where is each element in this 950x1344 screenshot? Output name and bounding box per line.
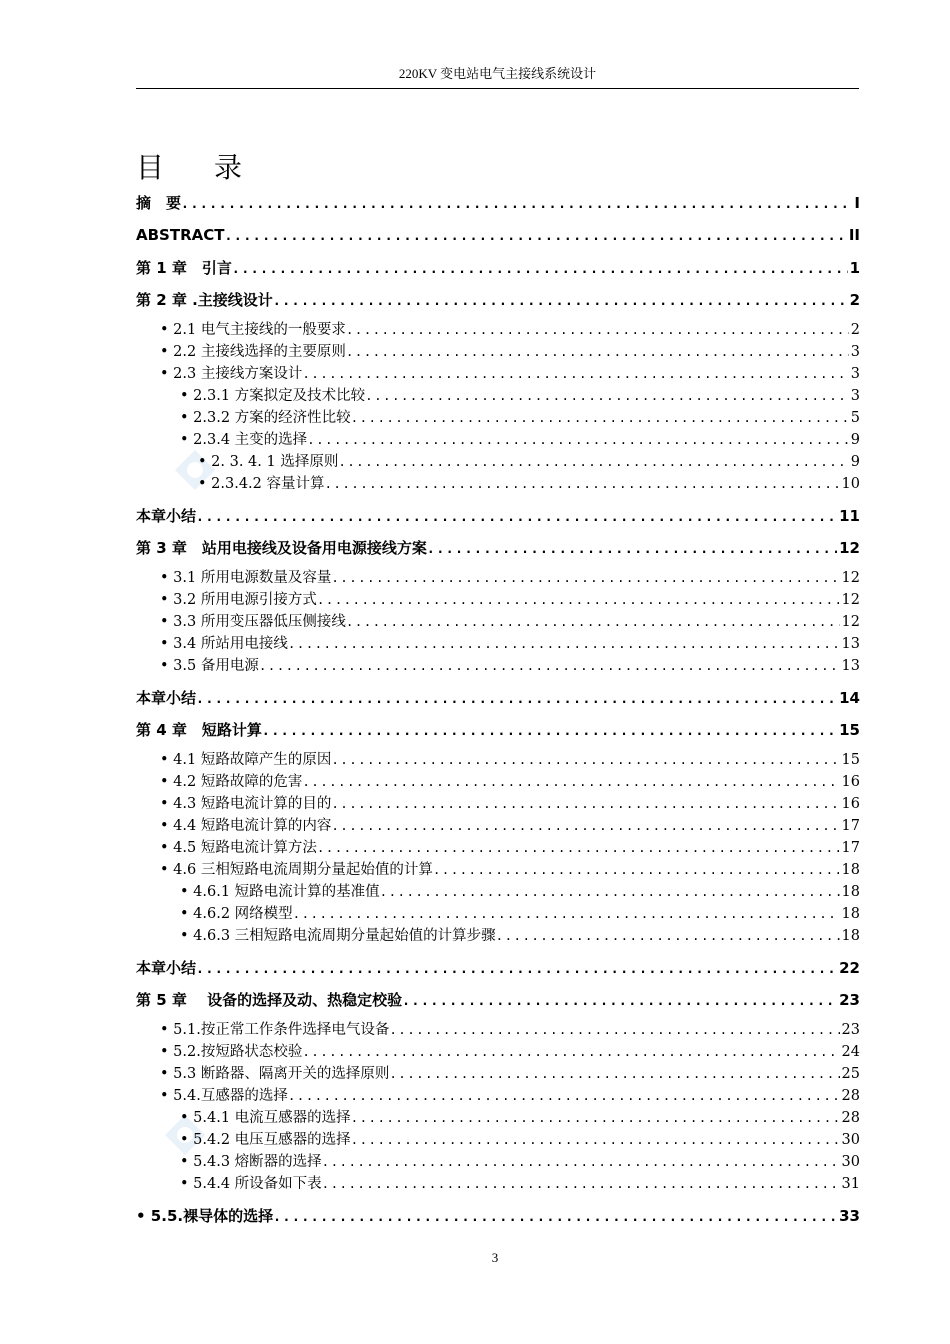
toc-entry-label: • 4.2 短路故障的危害 — [160, 774, 303, 790]
toc-entry-page: 11 — [839, 507, 860, 525]
toc-entry[interactable] — [160, 1086, 860, 1106]
toc-entry-label: 本章小结 — [136, 507, 197, 525]
toc-leader-dots — [351, 1108, 840, 1128]
toc-entry[interactable] — [136, 537, 860, 561]
toc-entry-page: 15 — [841, 752, 860, 768]
toc-entry[interactable] — [180, 1130, 860, 1150]
toc-entry-label: • 3.1 所用电源数量及容量 — [160, 570, 332, 586]
toc-entry[interactable] — [136, 289, 860, 313]
toc-entry-page: 30 — [841, 1154, 860, 1170]
toc-leader-dots — [331, 568, 839, 588]
toc-leader-dots — [196, 959, 837, 981]
toc-entry-page: 14 — [839, 689, 860, 707]
toc-entry-page: 16 — [841, 774, 860, 790]
toc-leader-dots — [302, 772, 839, 792]
toc-entry-label: • 2.3.2 方案的经济性比较 — [180, 410, 351, 426]
toc-entry-label: 本章小结 — [136, 959, 197, 977]
toc-entry[interactable] — [198, 474, 860, 494]
toc-entry-label: 摘 要 — [136, 194, 182, 212]
toc-leader-dots — [196, 689, 837, 711]
toc-leader-dots — [273, 291, 848, 313]
page-number: 3 — [491, 1250, 499, 1265]
toc-entry[interactable] — [180, 408, 860, 428]
toc-entry-label: • 5.1.按正常工作条件选择电气设备 — [160, 1022, 390, 1038]
toc-entry[interactable] — [198, 452, 860, 472]
toc-leader-dots — [232, 259, 848, 281]
toc-entry-page: 17 — [841, 818, 860, 834]
toc-entry-page: 2 — [849, 291, 860, 309]
toc-entry-label: • 5.4.2 电压互感器的选择 — [180, 1132, 351, 1148]
toc-leader-dots — [322, 1174, 840, 1194]
toc-entry[interactable] — [160, 342, 860, 362]
toc-entry-page: 23 — [841, 1022, 860, 1038]
toc-entry[interactable] — [160, 772, 860, 792]
toc-leader-dots — [346, 342, 849, 362]
toc-entry-page: 12 — [839, 539, 860, 557]
toc-entry[interactable] — [136, 719, 860, 743]
toc-entry[interactable] — [180, 926, 860, 946]
toc-leader-dots — [196, 507, 837, 529]
toc-leader-dots — [338, 452, 848, 472]
toc-leader-dots — [433, 860, 840, 880]
toc-entry[interactable] — [160, 590, 860, 610]
toc-leader-dots — [389, 1064, 839, 1084]
toc-entry[interactable] — [180, 904, 860, 924]
toc-entry-page: 9 — [850, 432, 860, 448]
toc-entry-page: 2 — [850, 322, 860, 338]
toc-entry-page: 15 — [839, 721, 860, 739]
toc-entry-page: 17 — [841, 840, 860, 856]
toc-leader-dots — [402, 991, 837, 1013]
toc-entry-label: • 5.3 断路器、隔离开关的选择原则 — [160, 1066, 390, 1082]
toc-entry-label: • 3.5 备用电源 — [160, 658, 259, 674]
toc-entry-page: 28 — [841, 1110, 860, 1126]
toc-leader-dots — [322, 1152, 840, 1172]
toc-entry[interactable] — [136, 257, 860, 281]
toc-entry-label: 第 5 章 设备的选择及动、热稳定校验 — [136, 991, 403, 1009]
toc-leader-dots — [259, 656, 840, 676]
toc-entry-label: • 5.4.3 熔断器的选择 — [180, 1154, 322, 1170]
toc-leader-dots — [427, 539, 837, 561]
toc-entry-page: 31 — [841, 1176, 860, 1192]
toc-entry-label: • 2.3.1 方案拟定及技术比较 — [180, 388, 366, 404]
toc-entry-label: • 3.4 所站用电接线 — [160, 636, 288, 652]
toc-entry-label: 本章小结 — [136, 689, 197, 707]
toc-entry-page: 33 — [839, 1207, 860, 1225]
toc-entry-label: • 4.6.2 网络模型 — [180, 906, 293, 922]
toc-entry-label: • 2. 3. 4. 1 选择原则 — [198, 454, 339, 470]
toc-entry[interactable] — [160, 860, 860, 880]
toc-entry-page: 3 — [850, 366, 860, 382]
toc-entry-label: • 2.3.4 主变的选择 — [180, 432, 308, 448]
toc-leader-dots — [302, 364, 848, 384]
toc-entry[interactable] — [136, 192, 860, 216]
toc-entry-label: • 5.2.按短路状态校验 — [160, 1044, 303, 1060]
toc-leader-dots — [273, 1207, 837, 1229]
toc-entry-page: 9 — [850, 454, 860, 470]
toc-entry[interactable] — [160, 794, 860, 814]
toc-entry[interactable] — [160, 320, 860, 340]
toc-entry[interactable] — [160, 612, 860, 632]
toc-leader-dots — [331, 750, 839, 770]
toc-entry-label: • 4.3 短路电流计算的目的 — [160, 796, 332, 812]
toc-leader-dots — [351, 408, 849, 428]
toc-leader-dots — [288, 634, 840, 654]
toc-leader-dots — [181, 194, 852, 216]
toc-leader-dots — [307, 430, 849, 450]
toc-entry[interactable] — [180, 1108, 860, 1128]
toc-title-char-2: 录 — [214, 151, 243, 184]
toc-entry-page: 18 — [841, 884, 860, 900]
toc-leader-dots — [262, 721, 837, 743]
toc-entry-label: 第 4 章 短路计算 — [136, 721, 262, 739]
toc-leader-dots — [331, 816, 839, 836]
toc-leader-dots — [346, 320, 849, 340]
toc-entry-label: • 3.3 所用变压器低压侧接线 — [160, 614, 346, 630]
toc-entry[interactable] — [136, 224, 860, 248]
toc-entry[interactable] — [160, 838, 860, 858]
toc-entry-page: 25 — [841, 1066, 860, 1082]
toc-entry[interactable] — [160, 1042, 860, 1062]
toc-leader-dots — [293, 904, 840, 924]
toc-entry[interactable] — [180, 1174, 860, 1194]
toc-entry-label: • 2.3 主接线方案设计 — [160, 366, 303, 382]
toc-entry-label: • 3.2 所用电源引接方式 — [160, 592, 317, 608]
toc-entry[interactable] — [180, 1152, 860, 1172]
toc-leader-dots — [365, 386, 849, 406]
toc-entry[interactable] — [136, 505, 860, 529]
toc-entry[interactable] — [180, 386, 860, 406]
toc-entry[interactable] — [136, 957, 860, 981]
toc-entry-page: 13 — [841, 636, 860, 652]
toc-entry-page: 18 — [841, 862, 860, 878]
toc-entry-page: 3 — [850, 344, 860, 360]
toc-entry-label: • 4.6 三相短路电流周期分量起始值的计算 — [160, 862, 433, 878]
toc-entry[interactable] — [160, 364, 860, 384]
toc-leader-dots — [317, 838, 840, 858]
toc-entry[interactable] — [136, 989, 860, 1013]
toc-entry[interactable] — [160, 1020, 860, 1040]
toc-title-char-1: 目 — [136, 151, 165, 184]
toc-entry-page: 12 — [841, 614, 860, 630]
toc-entry-label: • 4.1 短路故障产生的原因 — [160, 752, 332, 768]
toc-entry-label: • 4.4 短路电流计算的内容 — [160, 818, 332, 834]
toc-entry-label: 第 2 章 .主接线设计 — [136, 291, 273, 309]
toc-entry[interactable] — [160, 656, 860, 676]
toc-leader-dots — [389, 1020, 839, 1040]
toc-entry-label: • 4.6.3 三相短路电流周期分量起始值的计算步骤 — [180, 928, 496, 944]
toc-entry-page: 28 — [841, 1088, 860, 1104]
toc-entry-label: • 2.3.4.2 容量计算 — [198, 476, 325, 492]
toc-entry-label: • 5.4.1 电流互感器的选择 — [180, 1110, 351, 1126]
toc-entry-label: • 4.5 短路电流计算方法 — [160, 840, 317, 856]
toc-entry-label: • 2.2 主接线选择的主要原则 — [160, 344, 346, 360]
toc-entry-label: • 5.4.4 所设备如下表 — [180, 1176, 322, 1192]
toc-entry[interactable] — [136, 1205, 860, 1229]
toc-entry-page: 16 — [841, 796, 860, 812]
header-text: 220KV 变电站电气主接线系统设计 — [398, 66, 597, 81]
toc-entry-label: ABSTRACT — [136, 226, 225, 244]
toc-entry-page: 24 — [841, 1044, 860, 1060]
toc-entry[interactable] — [180, 430, 860, 450]
toc-entry-page: 10 — [841, 476, 860, 492]
toc-entry-label: • 5.4.互感器的选择 — [160, 1088, 288, 1104]
toc-entry-page: 18 — [841, 928, 860, 944]
toc-entry-page: 5 — [850, 410, 860, 426]
toc-entry-page: 30 — [841, 1132, 860, 1148]
toc-entry-page: 1 — [849, 259, 860, 277]
page-footer — [0, 1250, 950, 1266]
toc-entry-label: • 2.1 电气主接线的一般要求 — [160, 322, 346, 338]
toc-entry-page: 18 — [841, 906, 860, 922]
toc-entry-page: II — [848, 226, 860, 244]
toc-leader-dots — [380, 882, 840, 902]
toc-entry-page: 23 — [839, 991, 860, 1009]
toc-entry-label: • 5.5.裸导体的选择 — [136, 1207, 274, 1225]
toc-entry-page: 12 — [841, 592, 860, 608]
toc-leader-dots — [325, 474, 840, 494]
toc-entry[interactable] — [160, 750, 860, 770]
toc-entry[interactable] — [160, 816, 860, 836]
toc-leader-dots — [351, 1130, 840, 1150]
toc-entry-label: 第 1 章 引言 — [136, 259, 232, 277]
toc-entry-page: 3 — [850, 388, 860, 404]
toc-entry[interactable] — [136, 687, 860, 711]
toc-entry-page: 13 — [841, 658, 860, 674]
toc-entry[interactable] — [160, 1064, 860, 1084]
toc-leader-dots — [331, 794, 839, 814]
toc-leader-dots — [224, 226, 846, 248]
toc-entry-page: 22 — [839, 959, 860, 977]
page-header — [136, 64, 859, 89]
toc-title — [136, 150, 242, 186]
toc-leader-dots — [496, 926, 840, 946]
toc-entry-page: 12 — [841, 570, 860, 586]
toc-entry[interactable] — [160, 568, 860, 588]
toc-entry-page: I — [854, 194, 860, 212]
toc-leader-dots — [302, 1042, 839, 1062]
toc-entry-label: • 4.6.1 短路电流计算的基准值 — [180, 884, 380, 900]
toc-leader-dots — [288, 1086, 840, 1106]
toc-entry[interactable] — [180, 882, 860, 902]
toc-leader-dots — [317, 590, 840, 610]
toc-entry[interactable] — [160, 634, 860, 654]
toc-entry-label: 第 3 章 站用电接线及设备用电源接线方案 — [136, 539, 427, 557]
toc-leader-dots — [346, 612, 840, 632]
